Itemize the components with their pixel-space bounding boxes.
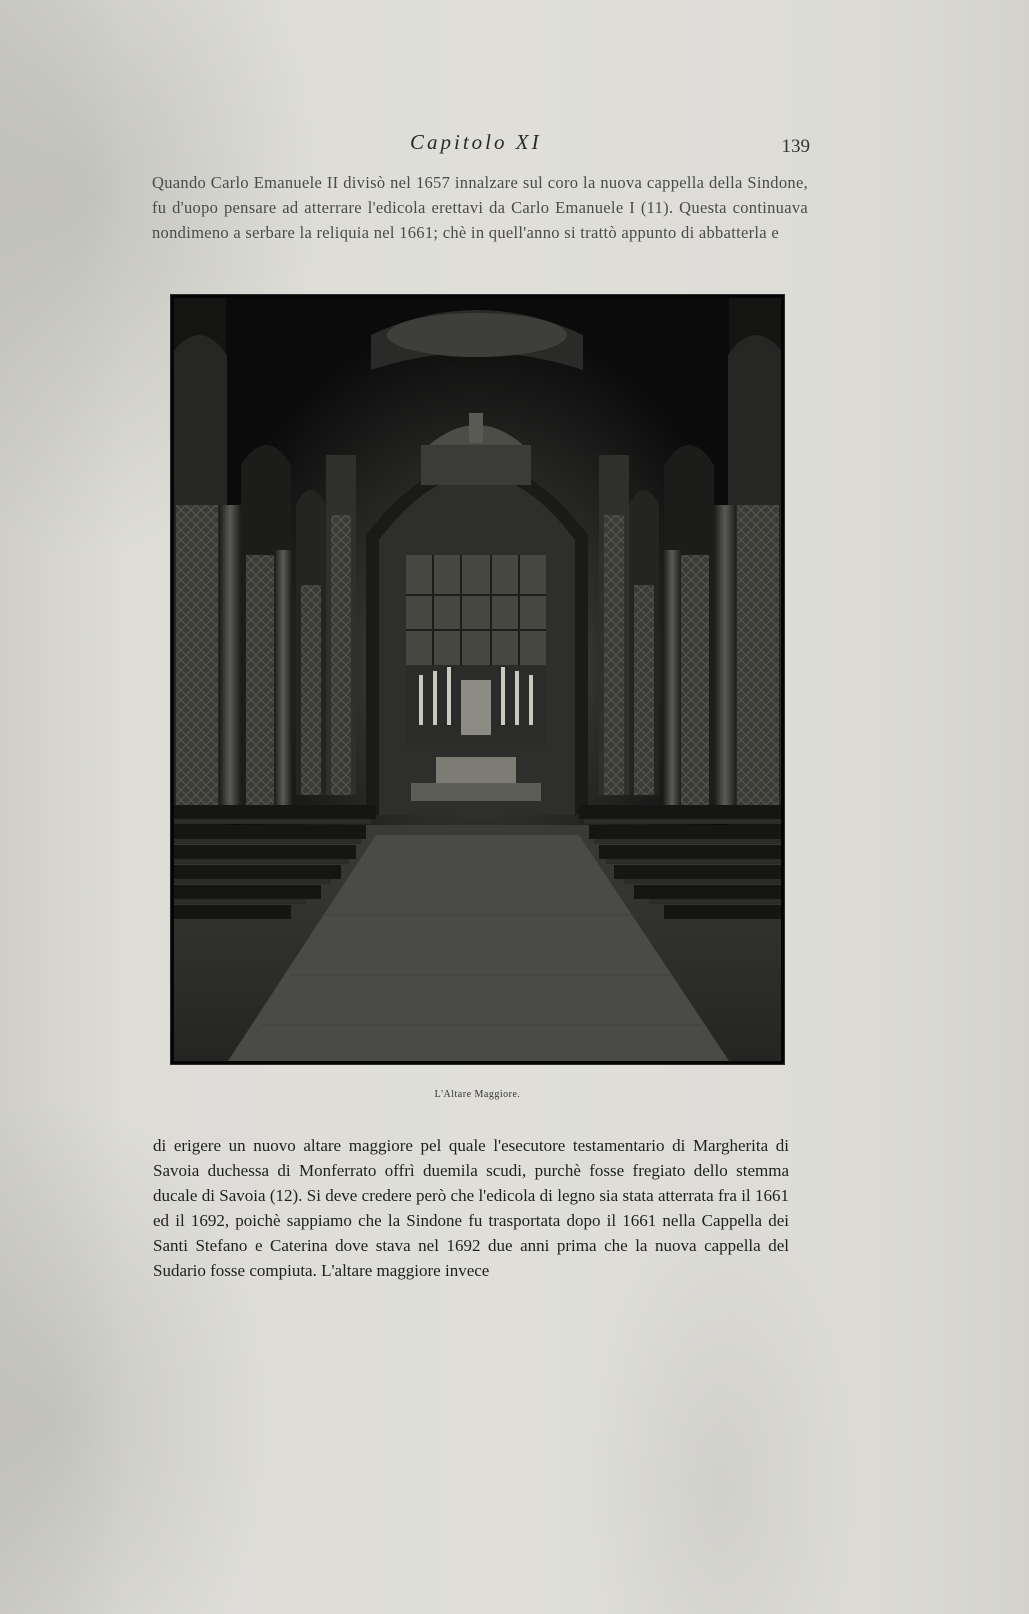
page-number: 139 — [781, 136, 810, 157]
bottom-paragraph-text: di erigere un nuovo altare maggiore pel quale l'esecutore testamentario di Margherita di Savoia duchessa di Monferrato offrì duemila scudi, purchè fosse fregiato dello stemma ducale di Savoia (12). Si deve credere però che l'edicola di legno sia stata atterrata fra il 1661 ed il 1692, poichè sappiamo che la Sindone fu trasportata dopo il 1661 nella Cappella dei Santi Stefano e Caterina dove stava nel 1692 due anni prima che la nuova cappella del Sudario fosse compiuta. L'altare maggiore invece — [153, 1136, 789, 1280]
cathedral-photograph — [171, 295, 784, 1064]
top-paragraph-text: Quando Carlo Emanuele II divisò nel 1657 innalzare sul coro la nuova cappella della Sindone, fu d'uopo pensare ad atterrare l'edicola erettavi da Carlo Emanuele I (11). Questa continuava nondimeno a serbare la reliquia nel 1661; chè in quell'anno si trattò appunto di abbatterla e — [152, 173, 808, 242]
altar-photo-illustration — [171, 295, 784, 1064]
figure-caption: L'Altare Maggiore. — [434, 1089, 521, 1100]
top-paragraph — [152, 170, 808, 245]
bottom-paragraph — [153, 1133, 789, 1283]
page-header — [150, 130, 810, 160]
running-title: Capitolo XI — [410, 130, 542, 154]
